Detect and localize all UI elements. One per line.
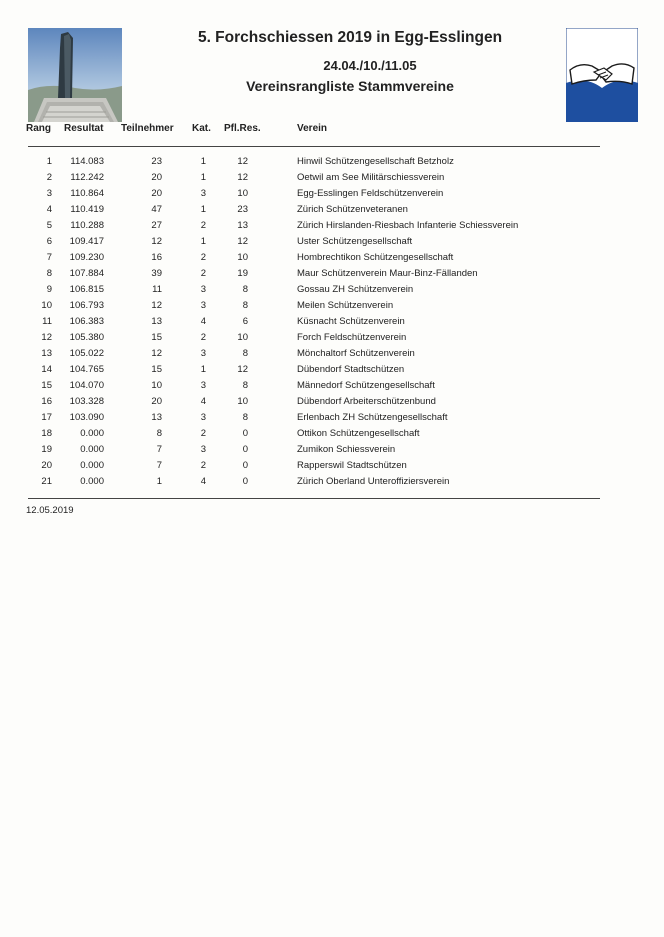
cell-resultat: 110.864 [70,188,104,199]
cell-kat: 2 [200,268,206,279]
cell-kat: 3 [200,284,206,295]
cell-rang: 3 [46,188,52,199]
cell-teilnehmer: 16 [151,252,162,263]
cell-resultat: 104.765 [69,364,104,375]
cell-verein: Ottikon Schützengesellschaft [297,428,420,439]
table-row [0,170,664,186]
cell-resultat: 104.070 [69,380,104,391]
cell-teilnehmer: 23 [151,156,162,167]
cell-pflres: 0 [242,428,248,439]
cell-resultat: 110.419 [70,204,104,215]
cell-kat: 4 [200,316,206,327]
cell-pflres: 0 [242,444,248,455]
column-header-kat: Kat. [192,123,211,134]
page-subtitle: Vereinsrangliste Stammvereine [246,78,454,94]
cell-pflres: 19 [237,268,248,279]
cell-resultat: 103.328 [69,396,104,407]
cell-verein: Forch Feldschützenverein [297,332,407,343]
header-divider [28,146,600,147]
cell-teilnehmer: 10 [151,380,162,391]
cell-teilnehmer: 13 [151,316,162,327]
cell-pflres: 12 [237,236,248,247]
cell-verein: Oetwil am See Militärschiessverein [297,172,445,183]
cell-pflres: 8 [242,380,248,391]
handshake-icon [566,28,638,122]
cell-kat: 3 [200,444,206,455]
cell-kat: 2 [200,252,206,263]
cell-rang: 1 [46,156,52,167]
cell-verein: Zumikon Schiessverein [297,444,396,455]
cell-resultat: 109.417 [69,236,104,247]
cell-rang: 18 [41,428,52,439]
cell-teilnehmer: 12 [151,236,162,247]
cell-verein: Hombrechtikon Schützengesellschaft [297,252,454,263]
page-title: 5. Forchschiessen 2019 in Egg-Esslingen [197,29,503,46]
cell-pflres: 12 [237,156,248,167]
cell-teilnehmer: 20 [151,172,162,183]
table-row [0,426,664,442]
cell-verein: Meilen Schützenverein [297,300,394,311]
cell-rang: 7 [46,252,52,263]
cell-resultat: 106.793 [69,300,104,311]
cell-verein: Mönchaltorf Schützenverein [297,348,415,359]
cell-pflres: 0 [242,476,248,487]
cell-kat: 2 [200,428,206,439]
cell-teilnehmer: 15 [151,364,162,375]
cell-verein: Männedorf Schützengesellschaft [297,380,435,391]
table-row [0,458,664,474]
cell-kat: 3 [200,380,206,391]
cell-verein: Uster Schützengesellschaft [297,236,413,247]
cell-pflres: 12 [237,172,248,183]
ranking-table [0,154,664,490]
cell-teilnehmer: 20 [151,396,162,407]
cell-resultat: 106.815 [69,284,104,295]
cell-verein: Erlenbach ZH Schützengesellschaft [297,412,448,423]
monument-photo-icon [28,28,122,122]
cell-verein: Rapperswil Stadtschützen [297,460,407,471]
cell-teilnehmer: 1 [156,476,162,487]
cell-rang: 2 [46,172,52,183]
cell-resultat: 0.000 [80,428,104,439]
cell-pflres: 8 [242,348,248,359]
cell-kat: 3 [200,412,206,423]
cell-teilnehmer: 27 [151,220,162,231]
cell-rang: 8 [46,268,52,279]
cell-rang: 17 [41,412,52,423]
cell-resultat: 103.090 [69,412,104,423]
table-row [0,218,664,234]
cell-pflres: 10 [237,396,248,407]
cell-kat: 3 [200,300,206,311]
table-row [0,410,664,426]
table-row [0,154,664,170]
cell-rang: 5 [46,220,52,231]
cell-rang: 21 [41,476,52,487]
table-row [0,378,664,394]
table-row [0,250,664,266]
table-row [0,202,664,218]
cell-resultat: 0.000 [80,444,104,455]
cell-teilnehmer: 39 [151,268,162,279]
cell-kat: 3 [200,188,206,199]
cell-kat: 1 [200,364,206,375]
cell-pflres: 8 [242,284,248,295]
cell-verein: Maur Schützenverein Maur-Binz-Fällanden [297,268,478,279]
cell-pflres: 12 [237,364,248,375]
cell-resultat: 105.380 [69,332,104,343]
cell-teilnehmer: 47 [151,204,162,215]
cell-kat: 1 [200,156,206,167]
cell-rang: 10 [41,300,52,311]
cell-kat: 2 [200,460,206,471]
cell-kat: 1 [200,204,206,215]
cell-kat: 1 [200,236,206,247]
cell-pflres: 23 [237,204,248,215]
cell-pflres: 8 [242,412,248,423]
cell-pflres: 8 [242,300,248,311]
event-dates: 24.04./10./11.05 [323,58,417,73]
table-row [0,314,664,330]
cell-resultat: 0.000 [80,476,104,487]
table-row [0,234,664,250]
cell-teilnehmer: 20 [151,188,162,199]
cell-pflres: 10 [237,252,248,263]
cell-pflres: 13 [237,220,248,231]
cell-teilnehmer: 11 [152,284,162,295]
cell-rang: 13 [41,348,52,359]
cell-resultat: 107.884 [69,268,104,279]
column-header-rang: Rang [26,123,51,134]
cell-verein: Dübendorf Arbeiterschützenbund [297,396,436,407]
table-row [0,442,664,458]
cell-kat: 3 [200,348,206,359]
cell-verein: Küsnacht Schützenverein [297,316,405,327]
cell-rang: 19 [41,444,52,455]
cell-teilnehmer: 7 [156,460,162,471]
cell-pflres: 10 [237,188,248,199]
cell-verein: Egg-Esslingen Feldschützenverein [297,188,444,199]
cell-rang: 12 [41,332,52,343]
column-header-verein: Verein [297,123,328,134]
cell-kat: 1 [200,172,206,183]
cell-resultat: 105.022 [69,348,104,359]
cell-resultat: 112.242 [70,172,104,183]
cell-rang: 11 [42,316,52,327]
cell-verein: Zürich Schützenveteranen [297,204,408,215]
table-row [0,346,664,362]
cell-resultat: 0.000 [80,460,104,471]
table-row [0,330,664,346]
cell-pflres: 0 [242,460,248,471]
cell-rang: 4 [46,204,52,215]
cell-resultat: 109.230 [69,252,104,263]
cell-kat: 4 [200,396,206,407]
cell-teilnehmer: 12 [151,300,162,311]
cell-pflres: 6 [242,316,248,327]
cell-teilnehmer: 13 [151,412,162,423]
table-row [0,474,664,490]
footer-divider [28,498,600,499]
cell-rang: 14 [41,364,52,375]
cell-rang: 16 [41,396,52,407]
cell-resultat: 110.288 [70,220,104,231]
cell-rang: 15 [41,380,52,391]
table-row [0,298,664,314]
column-header-pflres: Pfl.Res. [224,123,261,134]
cell-teilnehmer: 7 [156,444,162,455]
cell-verein: Gossau ZH Schützenverein [297,284,414,295]
table-row [0,266,664,282]
cell-kat: 2 [200,332,206,343]
cell-kat: 2 [200,220,206,231]
cell-kat: 4 [200,476,206,487]
cell-verein: Dübendorf Stadtschützen [297,364,405,375]
table-row [0,394,664,410]
table-row [0,362,664,378]
cell-verein: Hinwil Schützengesellschaft Betzholz [297,156,454,167]
cell-rang: 6 [46,236,52,247]
cell-teilnehmer: 15 [151,332,162,343]
table-row [0,282,664,298]
cell-verein: Zürich Hirslanden-Riesbach Infanterie Schiessverein [297,220,519,231]
column-header-resultat: Resultat [64,123,104,134]
cell-rang: 20 [41,460,52,471]
cell-pflres: 10 [237,332,248,343]
table-row [0,186,664,202]
cell-resultat: 106.383 [69,316,104,327]
cell-rang: 9 [46,284,52,295]
cell-resultat: 114.083 [70,156,104,167]
print-date: 12.05.2019 [26,505,74,516]
cell-teilnehmer: 12 [151,348,162,359]
column-header-teilnehmer: Teilnehmer [121,123,174,134]
cell-teilnehmer: 8 [156,428,162,439]
cell-verein: Zürich Oberland Unteroffiziersverein [297,476,450,487]
